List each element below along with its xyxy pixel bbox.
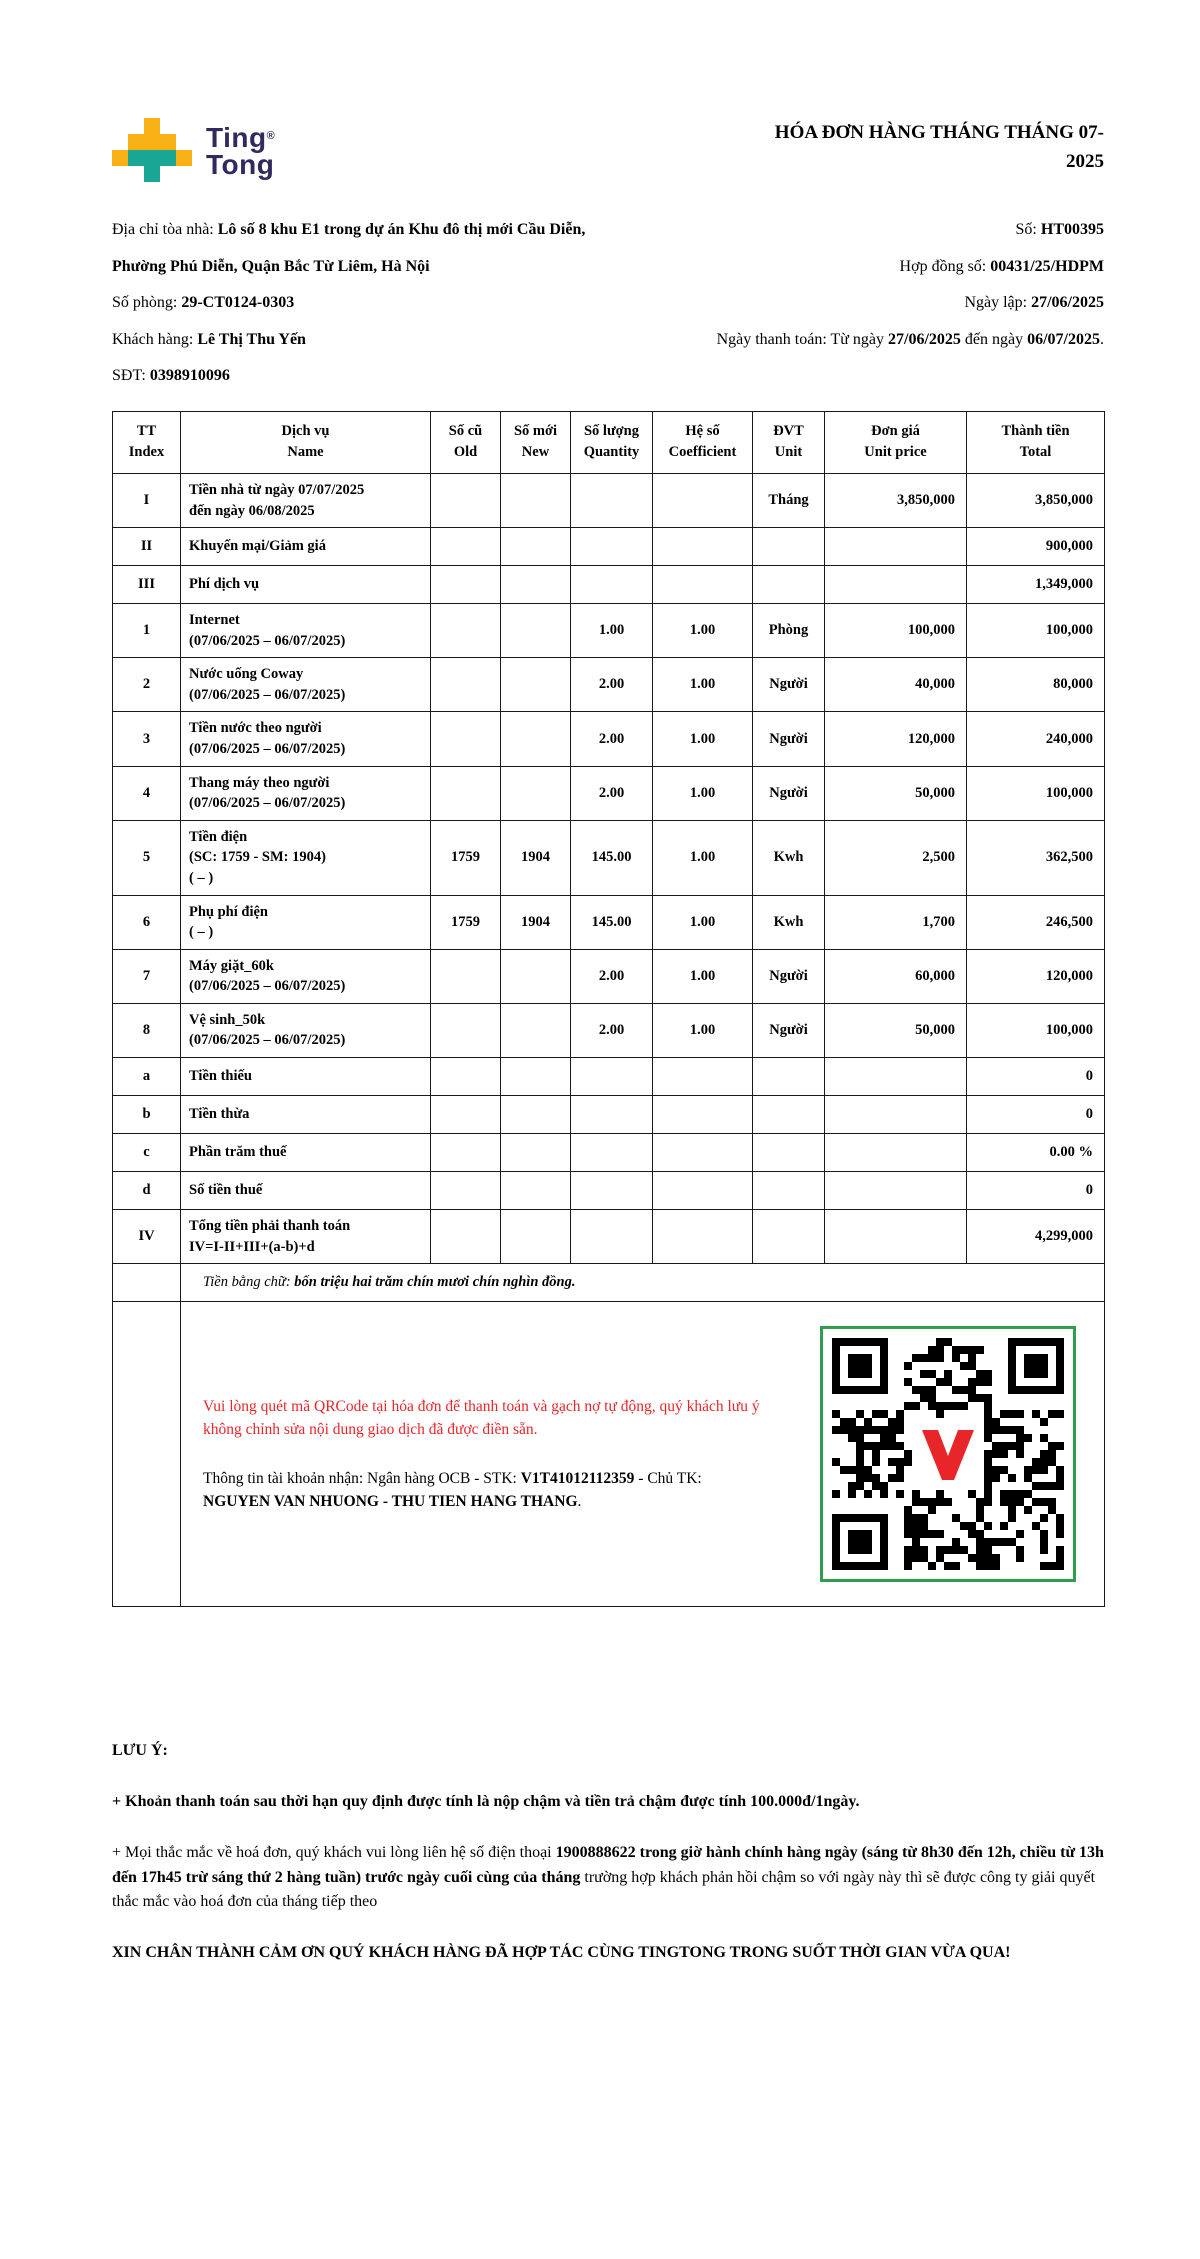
cell-unit: Người (753, 766, 825, 820)
table-row (113, 1057, 1105, 1095)
cell-tt: 7 (113, 949, 181, 1003)
qr-warning-text: Vui lòng quét mã QRCode tại hóa đơn để thanh toán và gạch nợ tự động, quý khách lưu ý không chỉnh sửa nội dung giao dịch đã được điền sẵn. (203, 1397, 760, 1438)
cell-unit: Người (753, 1003, 825, 1057)
cell-qty (571, 474, 653, 528)
cell-name: Khuyến mại/Giảm giá (181, 528, 431, 566)
cell-name: Thang máy theo người (07/06/2025 – 06/07/2025) (181, 766, 431, 820)
cell-name: Số tiền thuế (181, 1171, 431, 1209)
cell-name: Máy giặt_60k (07/06/2025 – 06/07/2025) (181, 949, 431, 1003)
cell-qty: 145.00 (571, 895, 653, 949)
payment-instructions (203, 1395, 763, 1514)
payment-row (113, 1302, 1105, 1607)
cell-total: 1,349,000 (967, 566, 1105, 604)
cell-price: 50,000 (825, 766, 967, 820)
customer-name: Khách hàng: Lê Thị Thu Yến (112, 330, 306, 348)
table-row (113, 1133, 1105, 1171)
invoice-number: Số: HT00395 (1015, 221, 1104, 238)
cell-qty (571, 566, 653, 604)
cell-tt: I (113, 474, 181, 528)
cell-old (431, 1095, 501, 1133)
table-row (113, 566, 1105, 604)
cell-old (431, 949, 501, 1003)
cell-new: 1904 (501, 820, 571, 895)
cell-coef (653, 566, 753, 604)
room-number: Số phòng: 29-CT0124-0303 (112, 294, 295, 311)
cell-qty (571, 1095, 653, 1133)
cell-price: 120,000 (825, 712, 967, 766)
cell-tt: a (113, 1057, 181, 1095)
cell-old (431, 658, 501, 712)
table-row (113, 1171, 1105, 1209)
cell-new (501, 949, 571, 1003)
cell-total: 4,299,000 (967, 1209, 1105, 1263)
cell-unit: Người (753, 949, 825, 1003)
cell-tt: c (113, 1133, 181, 1171)
cell-coef: 1.00 (653, 820, 753, 895)
cell-coef: 1.00 (653, 949, 753, 1003)
bank-account-info: Thông tin tài khoản nhận: Ngân hàng OCB - STK: V1T41012112359 - Chủ TK: NGUYEN VAN NHUONG - THU TIEN HANG THANG. (203, 1470, 702, 1511)
late-payment-note: + Khoản thanh toán sau thời hạn quy định được tính là nộp chậm và tiền trả chậm được tính 100.000đ/1ngày. (112, 1792, 860, 1810)
registered-mark: ® (266, 129, 276, 142)
qr-code-image (832, 1338, 1064, 1570)
cell-unit: Người (753, 658, 825, 712)
brand-line1: Ting (206, 121, 267, 153)
cell-name: Phí dịch vụ (181, 566, 431, 604)
cell-unit (753, 1209, 825, 1263)
cell-price: 3,850,000 (825, 474, 967, 528)
info-left (112, 212, 617, 395)
cell-price: 60,000 (825, 949, 967, 1003)
col-unit: ĐVT Unit (753, 411, 825, 474)
cell-coef (653, 1133, 753, 1171)
table-header-row (113, 411, 1105, 474)
empty-cell (113, 1302, 181, 1607)
cell-old (431, 1003, 501, 1057)
cell-qty (571, 1171, 653, 1209)
cell-tt: 3 (113, 712, 181, 766)
cell-qty (571, 1209, 653, 1263)
cell-unit (753, 1171, 825, 1209)
cell-total: 240,000 (967, 712, 1105, 766)
cell-tt: 2 (113, 658, 181, 712)
header (112, 118, 1104, 182)
cell-qty: 2.00 (571, 1003, 653, 1057)
cell-unit: Người (753, 712, 825, 766)
cell-new (501, 1057, 571, 1095)
cell-new (501, 528, 571, 566)
table-row (113, 474, 1105, 528)
cell-name: Tiền điện (SC: 1759 - SM: 1904) ( – ) (181, 820, 431, 895)
cell-coef: 1.00 (653, 712, 753, 766)
cell-tt: 8 (113, 1003, 181, 1057)
cell-name: Tiền thừa (181, 1095, 431, 1133)
cell-new (501, 1209, 571, 1263)
cell-unit: Kwh (753, 820, 825, 895)
info-right (634, 212, 1104, 395)
cell-unit: Phòng (753, 604, 825, 658)
col-name: Dịch vụ Name (181, 411, 431, 474)
cell-coef (653, 474, 753, 528)
cell-name: Vệ sinh_50k (07/06/2025 – 06/07/2025) (181, 1003, 431, 1057)
cell-price (825, 528, 967, 566)
cell-old (431, 604, 501, 658)
cell-coef: 1.00 (653, 658, 753, 712)
table-row (113, 1209, 1105, 1263)
cell-qty (571, 1133, 653, 1171)
cell-price (825, 566, 967, 604)
cell-price (825, 1133, 967, 1171)
cell-old (431, 1209, 501, 1263)
cell-old (431, 528, 501, 566)
table-row (113, 528, 1105, 566)
table-row (113, 949, 1105, 1003)
cell-old (431, 1057, 501, 1095)
issue-date: Ngày lập: 27/06/2025 (964, 294, 1104, 311)
page-title: HÓA ĐƠN HÀNG THÁNG THÁNG 07- 2025 (774, 122, 1104, 173)
cell-total: 100,000 (967, 1003, 1105, 1057)
cell-unit: Kwh (753, 895, 825, 949)
empty-cell (113, 1264, 181, 1302)
customer-phone: SĐT: 0398910096 (112, 367, 230, 384)
cell-unit (753, 1133, 825, 1171)
cell-coef: 1.00 (653, 766, 753, 820)
cell-coef: 1.00 (653, 1003, 753, 1057)
table-row (113, 1095, 1105, 1133)
brand-line2: Tong (206, 148, 275, 180)
contract-number: Hợp đồng số: 00431/25/HDPM (899, 257, 1104, 275)
thank-you-note: XIN CHÂN THÀNH CẢM ƠN QUÝ KHÁCH HÀNG ĐÃ HỢP TÁC CÙNG TINGTONG TRONG SUỐT THỜI GIAN VỪA QUA! (112, 1944, 1011, 1962)
payment-period: Ngày thanh toán: Từ ngày 27/06/2025 đến ngày 06/07/2025. (716, 330, 1104, 348)
cell-tt: d (113, 1171, 181, 1209)
cell-qty: 2.00 (571, 658, 653, 712)
cell-new (501, 1095, 571, 1133)
cell-coef (653, 1057, 753, 1095)
cell-old: 1759 (431, 820, 501, 895)
cell-old (431, 1171, 501, 1209)
cell-total: 362,500 (967, 820, 1105, 895)
cell-price: 50,000 (825, 1003, 967, 1057)
cell-unit: Tháng (753, 474, 825, 528)
cell-coef (653, 1209, 753, 1263)
cell-total: 120,000 (967, 949, 1105, 1003)
footer-notes (112, 1739, 1106, 1966)
cell-total: 900,000 (967, 528, 1105, 566)
cell-old (431, 712, 501, 766)
cell-name: Tiền thiếu (181, 1057, 431, 1095)
cell-new (501, 1003, 571, 1057)
cell-old (431, 1133, 501, 1171)
cell-name: Tiền nhà từ ngày 07/07/2025 đến ngày 06/08/2025 (181, 474, 431, 528)
cell-tt: 1 (113, 604, 181, 658)
notes-heading: LƯU Ý: (112, 1742, 168, 1760)
cell-qty: 2.00 (571, 766, 653, 820)
amount-in-words-row (113, 1264, 1105, 1302)
col-index: TT Index (113, 411, 181, 474)
col-old: Số cũ Old (431, 411, 501, 474)
cell-tt: IV (113, 1209, 181, 1263)
cell-price (825, 1209, 967, 1263)
table-row (113, 820, 1105, 895)
cell-name: Nước uống Coway (07/06/2025 – 06/07/2025) (181, 658, 431, 712)
cell-qty: 2.00 (571, 712, 653, 766)
cell-price: 2,500 (825, 820, 967, 895)
cell-tt: 4 (113, 766, 181, 820)
cell-name: Tổng tiền phải thanh toán IV=I-II+III+(a-b)+d (181, 1209, 431, 1263)
cell-coef (653, 1095, 753, 1133)
cell-new: 1904 (501, 895, 571, 949)
cell-new (501, 712, 571, 766)
table-row (113, 658, 1105, 712)
cell-total: 80,000 (967, 658, 1105, 712)
cell-tt: b (113, 1095, 181, 1133)
cell-name: Phần trăm thuế (181, 1133, 431, 1171)
cell-unit (753, 566, 825, 604)
tingtong-logo (112, 118, 275, 182)
amount-in-words: Tiền bằng chữ: bốn triệu hai trăm chín mươi chín nghìn đồng. (181, 1264, 1105, 1302)
table-row (113, 895, 1105, 949)
cell-new (501, 566, 571, 604)
cell-new (501, 1171, 571, 1209)
brand-wordmark (206, 123, 275, 178)
col-quantity: Số lượng Quantity (571, 411, 653, 474)
cell-total: 246,500 (967, 895, 1105, 949)
cell-unit (753, 528, 825, 566)
cell-qty (571, 528, 653, 566)
payment-cell (181, 1302, 1105, 1607)
cell-qty: 1.00 (571, 604, 653, 658)
cell-total: 0.00 % (967, 1133, 1105, 1171)
cell-unit (753, 1057, 825, 1095)
cell-total: 100,000 (967, 604, 1105, 658)
table-row (113, 1003, 1105, 1057)
cell-new (501, 1133, 571, 1171)
tingtong-logo-icon (112, 118, 192, 182)
cell-price (825, 1095, 967, 1133)
cell-total: 100,000 (967, 766, 1105, 820)
cell-price: 40,000 (825, 658, 967, 712)
cell-tt: 6 (113, 895, 181, 949)
cell-unit (753, 1095, 825, 1133)
cell-new (501, 766, 571, 820)
cell-coef: 1.00 (653, 895, 753, 949)
invoice-table (112, 411, 1105, 1608)
cell-new (501, 658, 571, 712)
cell-new (501, 474, 571, 528)
cell-tt: II (113, 528, 181, 566)
cell-name: Internet (07/06/2025 – 06/07/2025) (181, 604, 431, 658)
invoice-table-body (113, 474, 1105, 1264)
col-coefficient: Hệ số Coefficient (653, 411, 753, 474)
table-row (113, 766, 1105, 820)
cell-total: 0 (967, 1057, 1105, 1095)
col-unit-price: Đơn giá Unit price (825, 411, 967, 474)
col-new: Số mới New (501, 411, 571, 474)
cell-coef (653, 528, 753, 566)
cell-new (501, 604, 571, 658)
col-total: Thành tiền Total (967, 411, 1105, 474)
cell-old (431, 474, 501, 528)
cell-tt: 5 (113, 820, 181, 895)
cell-qty: 145.00 (571, 820, 653, 895)
payment-qr-code (820, 1326, 1076, 1582)
cell-qty (571, 1057, 653, 1095)
cell-price (825, 1171, 967, 1209)
cell-name: Tiền nước theo người (07/06/2025 – 06/07/2025) (181, 712, 431, 766)
invoice-info (112, 212, 1104, 395)
cell-coef: 1.00 (653, 604, 753, 658)
cell-old (431, 766, 501, 820)
cell-price (825, 1057, 967, 1095)
table-row (113, 712, 1105, 766)
cell-total: 0 (967, 1171, 1105, 1209)
cell-tt: III (113, 566, 181, 604)
cell-coef (653, 1171, 753, 1209)
table-row (113, 604, 1105, 658)
cell-total: 0 (967, 1095, 1105, 1133)
cell-qty: 2.00 (571, 949, 653, 1003)
building-address: Địa chỉ tòa nhà: Lô số 8 khu E1 trong dự án Khu đô thị mới Cầu Diễn, Phường Phú Diễn, Quận Bắc Từ Liêm, Hà Nội (112, 221, 586, 275)
cell-price: 1,700 (825, 895, 967, 949)
cell-name: Phụ phí điện ( – ) (181, 895, 431, 949)
cell-old (431, 566, 501, 604)
cell-total: 3,850,000 (967, 474, 1105, 528)
cell-price: 100,000 (825, 604, 967, 658)
cell-old: 1759 (431, 895, 501, 949)
hotline-note: + Mọi thắc mắc về hoá đơn, quý khách vui lòng liên hệ số điện thoại 1900888622 trong giờ hành chính hàng ngày (sáng từ 8h30 đến 12h, chiều từ 13h đến 17h45 trừ sáng thứ 2 hàng tuần) trước ngày cuối cùng của tháng trường hợp khách phản hồi chậm so với ngày này thì sẽ được công ty giải quyết thắc mắc vào hoá đơn của tháng tiếp theo (112, 1843, 1104, 1911)
